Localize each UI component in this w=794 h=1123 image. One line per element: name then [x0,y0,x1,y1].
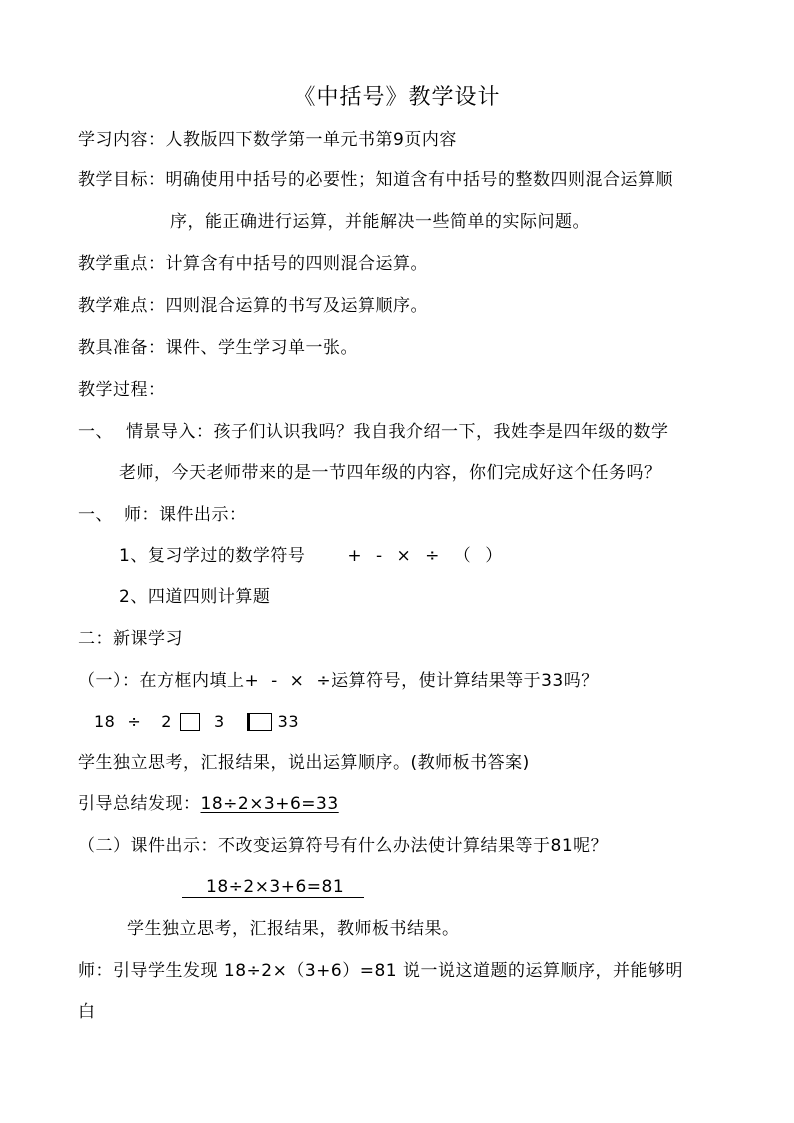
goal-text-1: 明确使用中括号的必要性；知道含有中括号的整数四则混合运算顺 [165,170,673,190]
section1-line-1 [78,421,669,443]
section1b-text: 师：课件出示： [124,505,247,525]
section1b-num: 一、 [78,505,113,525]
summary-label: 引导总结发现： [78,794,201,814]
section1-line-2: 老师，今天老师带来的是一节四年级的内容，你们完成好这个任务吗？ [119,463,662,483]
expr-op: ÷ [127,712,142,731]
item1-text: 1、复习学过的数学符号 [119,546,306,566]
summary-line [78,793,339,815]
think2-line: 学生独立思考，汇报结果，教师板书结果。 [127,919,460,939]
difficulty-label: 教学难点： [78,296,166,316]
expression-row [94,711,299,733]
answer2-line: 18÷2×3+6=81 [206,877,345,897]
content-text: 人教版四下数学第一单元书第9页内容 [165,130,457,150]
item1-symbols: + - × ÷ （ ） [347,546,503,566]
goal-line-1 [78,169,673,191]
goal-label: 教学目标： [78,170,166,190]
content-line [78,129,457,151]
teacher-line-1: 师：引导学生发现 18÷2×（3+6）=81 说一说这道题的运算顺序，并能够明 [78,961,683,981]
part1-line [78,670,599,692]
prep-text: 课件、学生学习单一张。 [165,338,358,358]
think1-line: 学生独立思考，汇报结果，说出运算顺序。(教师板书答案) [78,753,530,773]
section1-num: 一、 [78,422,113,442]
part2-line: （二）课件出示：不改变运算符号有什么办法使计算结果等于81呢？ [78,836,609,856]
difficulty-text: 四则混合运算的书写及运算顺序。 [165,296,428,316]
goal-line-2: 序，能正确进行运算，并能解决一些简单的实际问题。 [170,212,590,232]
section1-text-1: 情景导入：孩子们认识我吗？我自我介绍一下，我姓李是四年级的数学 [126,422,669,442]
page-title: 《中括号》教学设计 [293,85,501,110]
answer2-underline [182,897,364,898]
expr-a: 18 [94,712,116,731]
difficulty-line [78,295,428,317]
section1b-line [78,504,247,526]
expr-c: 3 [213,712,225,731]
part1-symbols: + - × ÷ [244,671,332,691]
operator-box-1[interactable] [180,713,200,731]
prep-label: 教具准备： [78,338,166,358]
key-point-text: 计算含有中括号的四则混合运算。 [165,254,428,274]
process-label: 教学过程： [78,380,166,400]
section2-heading: 二：新课学习 [78,629,183,649]
operator-box-2[interactable] [247,713,272,731]
teacher-line-2: 白 [78,1002,96,1022]
item2-line: 2、四道四则计算题 [119,587,271,607]
prep-line [78,337,358,359]
expr-d: 33 [277,712,299,731]
part1-prefix: （一）：在方框内填上 [78,671,245,691]
key-point-line [78,253,428,275]
item1-line [119,545,503,567]
expr-b: 2 [161,712,172,731]
content-label: 学习内容： [78,130,166,150]
summary-answer: 18÷2×3+6=33 [200,794,339,814]
key-point-label: 教学重点： [78,254,166,274]
part1-suffix: 运算符号，使计算结果等于33吗？ [331,671,599,691]
